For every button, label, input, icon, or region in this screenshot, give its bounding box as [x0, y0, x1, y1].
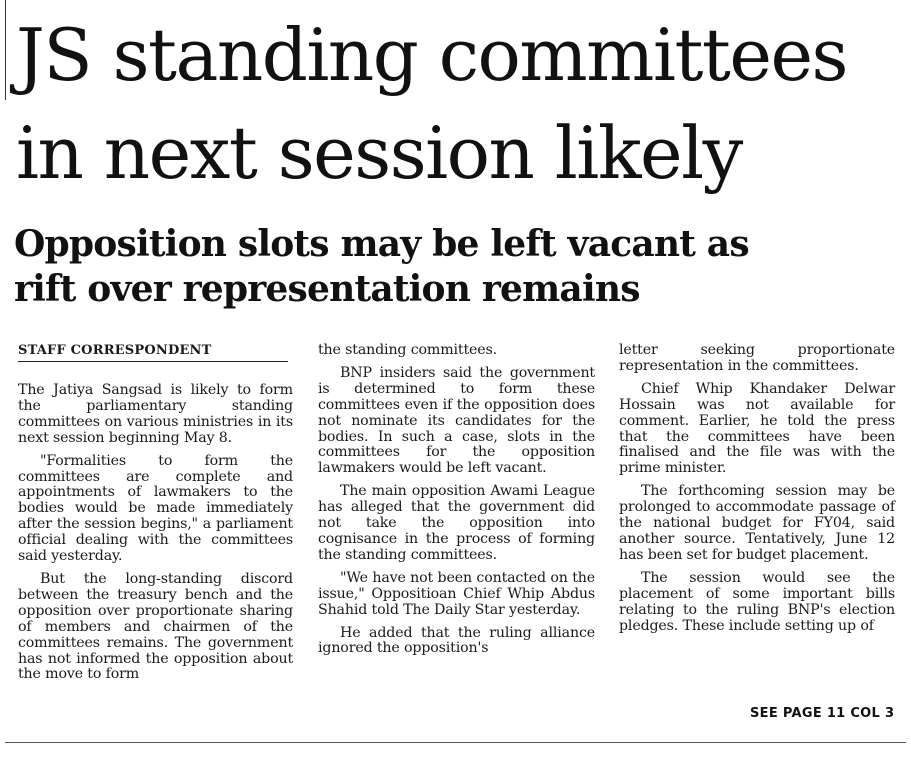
headline-line-1: JS standing committees — [16, 13, 847, 97]
paragraph: The forthcoming session may be prolonged to accommodate passage of the national budget for FY04, said another source. Tentatively, June 12 has been set for budget placement. — [619, 483, 895, 563]
paragraph: BNP insiders said the government is determined to form these committees even if the opposition does not nominate its candidates for the bodies. In such a case, slots in the committees for the opposition lawmakers would be left vacant. — [318, 364, 595, 477]
bottom-rule — [5, 742, 906, 743]
paragraph: "We have not been contacted on the issue," Oppositioan Chief Whip Abdus Shahid told The Daily Star yesterday. — [318, 569, 595, 618]
byline: STAFF CORRESPONDENT — [18, 343, 288, 362]
paragraph: The main opposition Awami League has alleged that the government did not take the opposition into cognisance in the process of forming the standing committees. — [318, 483, 595, 563]
paragraph: "Formalities to form the committees are complete and appointments of lawmakers to the bodies would be made immediately after the session begins," a parliament official dealing with the committees said yesterday. — [18, 452, 293, 565]
continuation-note: SEE PAGE 11 COL 3 — [750, 706, 895, 721]
left-rule — [5, 0, 6, 100]
headline — [16, 6, 896, 202]
paragraph: The session would see the placement of some important bills relating to the ruling BNP's election pledges. These include setting up of — [619, 569, 895, 634]
column-2 — [318, 343, 595, 664]
paragraph: letter seeking proportionate representation in the committees. — [619, 342, 895, 374]
subheadline — [14, 222, 899, 312]
paragraph: the standing committees. — [318, 342, 497, 358]
column-3 — [619, 343, 895, 638]
subheadline-line-2: rift over representation remains — [14, 268, 640, 310]
paragraph: He added that the ruling alliance ignored the opposition's — [318, 624, 595, 657]
paragraph: But the long-standing discord between the treasury bench and the opposition over proportionate sharing of members and chairmen of the committees remains. The government has not informed the opposition about the move to form — [18, 570, 293, 683]
headline-line-2: in next session likely — [16, 111, 742, 195]
paragraph: Chief Whip Khandaker Delwar Hossain was not available for comment. Earlier, he told the press that the committees have been finalised and the file was with the prime minister. — [619, 380, 895, 477]
column-1 — [18, 383, 293, 690]
paragraph: The Jatiya Sangsad is likely to form the parliamentary standing committees on various ministries in its next session beginning May 8. — [18, 382, 293, 446]
subheadline-line-1: Opposition slots may be left vacant as — [14, 223, 749, 265]
